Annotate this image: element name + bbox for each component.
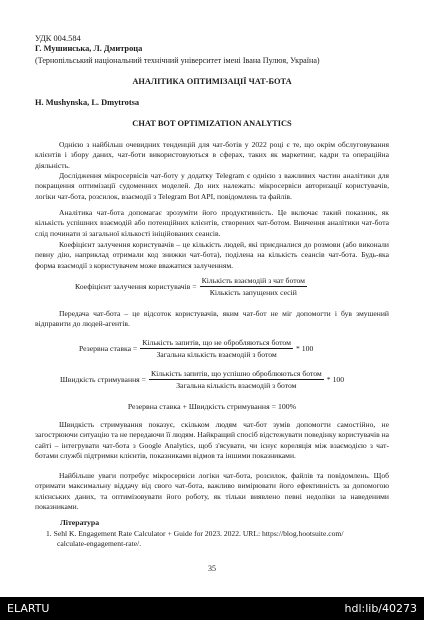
references-heading: Література [60,518,100,527]
formula-2-numerator: Кількість запитів, що не обробляються ботом [142,338,291,347]
page-number: 35 [208,564,216,573]
reference-1-line-1: 1. Sehl K. Engagement Rate Calculator + Guide for 2023. 2022. URL: https://blog.hootsuite.com/ [46,529,344,538]
formula-1-fraction [200,276,307,297]
title-ua: АНАЛІТИКА ОПТИМІЗАЦІЇ ЧАТ-БОТА [132,77,292,86]
affiliation: (Тернопільський національний технічний університет імені Івана Пулюя, Україна) [35,56,320,65]
handle-id: hdl:lib/40273 [344,602,417,615]
formula-3-label: Швидкість стримування = [60,375,146,384]
authors-en: H. Mushynska, L. Dmytrotsa [35,98,140,107]
paragraph-4: Коефіцієнт залучення користувачів – це кількість людей, які приєдналися до розмови (або виконали певну дію, наприклад отримали код знижки чат-бота), поділена на кількість сеансів чат-бота. Будь-яка форма взаємодії з користувачем може вважатися залученням. [35,240,389,270]
repository-name: ELARTU [7,602,50,615]
udk-code: УДК 004.584 [35,34,81,43]
title-en: CHAT BOT OPTIMIZATION ANALYTICS [132,119,292,128]
formula-3-denominator: Загальна кількість взаємодій з ботом [176,381,297,390]
formula-2-multiplier: * 100 [296,344,314,353]
paragraph-3: Аналітика чат-бота допомагає зрозуміти його продуктивність. Це включає такий показник, як кількість успішних взаємодій або потенційних клієнтів, створених чат-ботом. Вивчення аналітики чат-бота слід починати зі загальної кількості ініційованих сеансів. [35,208,389,238]
formula-1-denominator: Кількість запущених сесій [209,288,297,297]
formula-2-fraction [140,338,293,359]
formula-3-fraction [149,369,324,390]
formula-2-denominator: Загальна кількість взаємодій з ботом [156,350,277,359]
formula-3-multiplier: * 100 [326,375,345,384]
reference-1-line-2: calculate-engagement-rate/. [57,539,142,548]
formula-2-label: Резервна ставка = [79,344,138,353]
formula-containment-rate [60,369,344,390]
formula-1-numerator: Кількість взаємодій з чат ботом [201,276,306,285]
paragraph-1: Однією з найбільш очевидних тенденцій для чат-ботів у 2022 році є те, що окрім обслуговування клієнтів і збору даних, чат-боти використовуються в сферах, таких як маркетинг, кадри та операційна діяльність. [35,140,389,170]
authors-ua: Г. Мушинська, Л. Дмитроца [35,44,143,53]
paragraph-2: Дослідження мікросервісів чат-боту у додатку Telegram є однією з важливих частин аналітики для покращення оптимізації судоменних моделей. До них належать: мікросервіси авторизації користувачів, логіки чат-бота, розсилок, взаємодії з Telegram Bot API, повідомлень та файлів. [35,171,389,201]
repository-footer-bar [0,597,424,620]
formula-3-numerator: Кількість запитів, що успішно оброблюються ботом [150,369,322,378]
paragraph-7: Найбільше уваги потребує мікросервіси логіки чат-бота, розсилок, файлів та повідомлень. Щоб отримати максимальну віддачу від свого чат-бота, важливо вимірювати його ефективність за допомогою клієнських даних, та оптимізовувати його роботу, як тільки виявлено певні недоліки за наведеними показниками. [35,471,389,511]
paragraph-6: Швидкість стримування показує, скільком людям чат-бот зумів допомогти самостійно, не загострюючи ситуацію та не передаючи її людям. Найкращий спосіб відстежувати поведінку користувачів на сайті – інтегрувати чат-бота з Google Analytics, щоб з'ясувати, чи існує кореляція між взаємодією з чат-ботами службі підтримки клієнтів, показниками відмов та іншими показниками. [35,420,389,460]
formula-engagement-rate [75,276,310,297]
formula-fallback-rate [79,338,313,359]
formula-sum: Резервна ставка + Швидкість стримування = 100% [127,402,297,411]
formula-1-label: Коефіцієнт залучення користувачів = [75,282,197,291]
paragraph-5: Передача чат-бота – це відсоток користувачів, яким чат-бот не міг допомогти і був змушений відправити до людей-агентів. [35,309,389,329]
